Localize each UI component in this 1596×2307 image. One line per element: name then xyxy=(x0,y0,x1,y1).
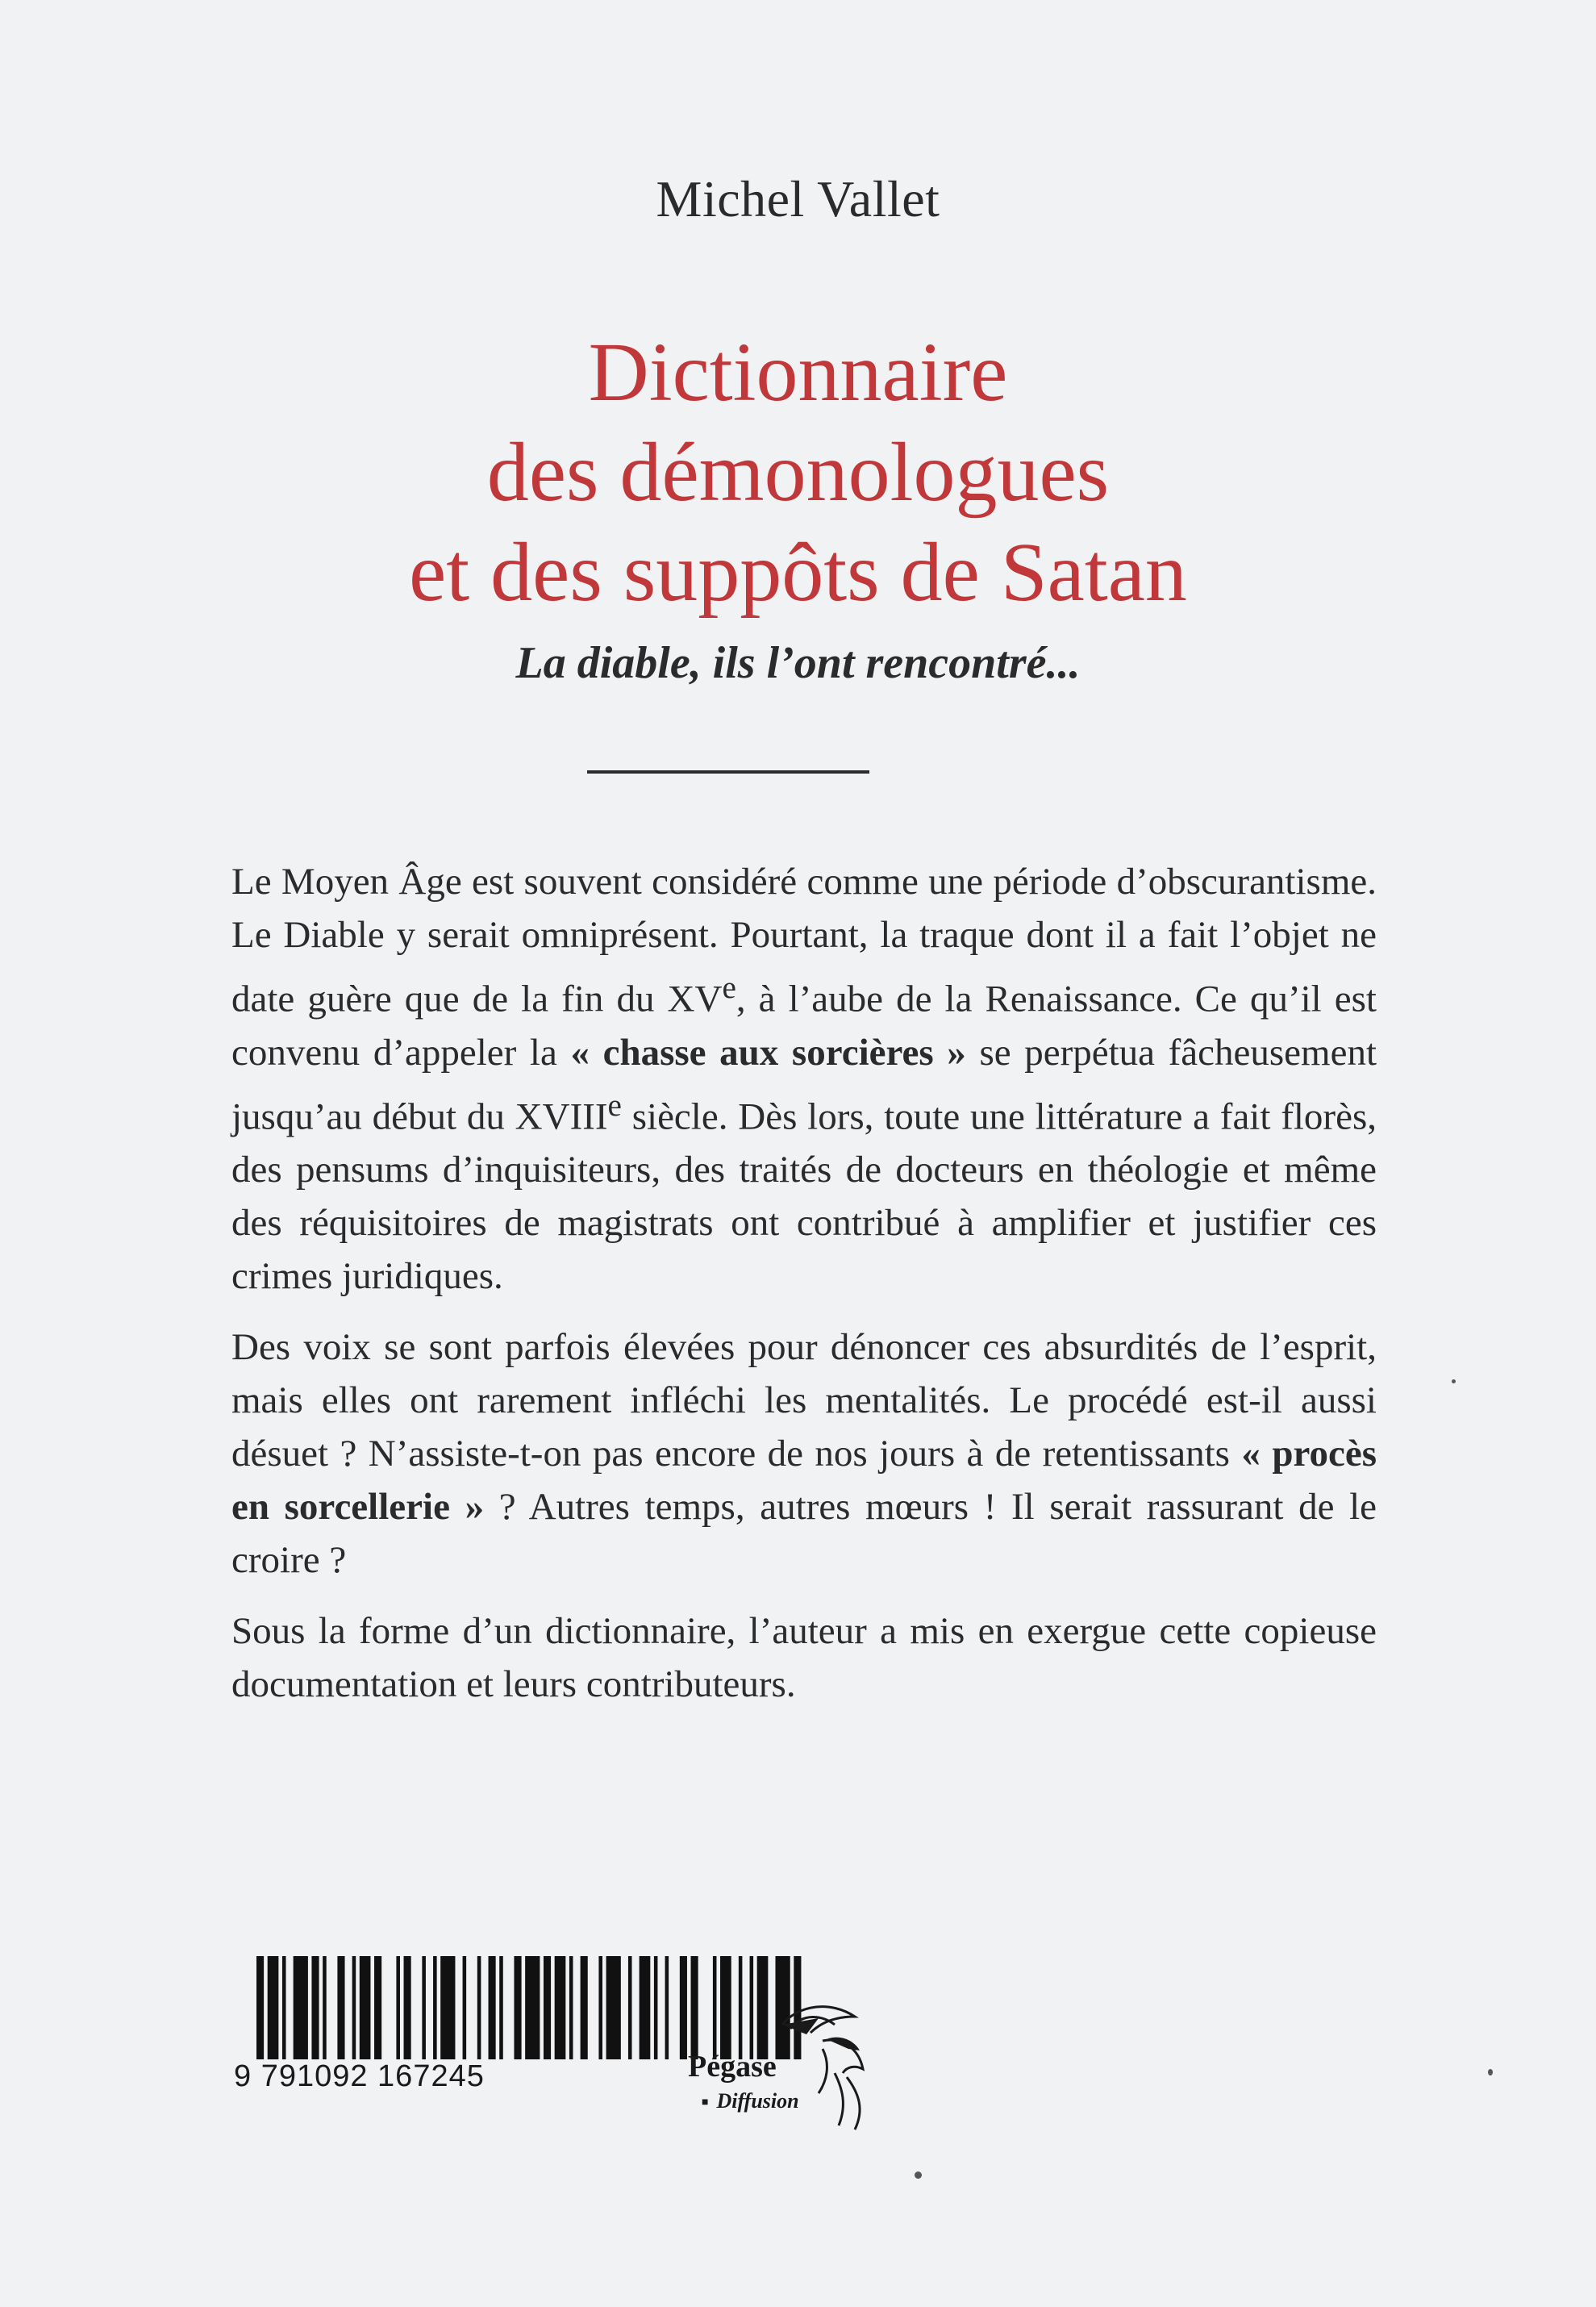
print-speck xyxy=(915,2171,922,2179)
title-line-1: Dictionnaire xyxy=(588,326,1008,419)
publisher-name: Pégase xyxy=(688,2050,777,2084)
print-speck xyxy=(1452,1379,1456,1383)
title-line-2: des démonologues xyxy=(486,426,1110,519)
author-name: Michel Vallet xyxy=(656,170,940,227)
title-line-3: et des suppôts de Satan xyxy=(409,526,1187,619)
divider-rule xyxy=(587,770,869,774)
print-speck xyxy=(1488,2069,1493,2075)
blurb-paragraph-3: Sous la forme d’un dictionnaire, l’auteur a mis en exergue cette copieuse documentation et leurs contributeurs. xyxy=(231,1610,1377,1706)
blurb xyxy=(231,855,1377,1729)
emphasis-chasse: « chasse aux sorcières » xyxy=(570,1031,966,1074)
book-title xyxy=(0,323,1596,623)
emphasis-proces: « procès en sorcellerie » xyxy=(231,1433,1377,1529)
blurb-paragraph-1: Le Moyen Âge est souvent considéré comme une période d’obscurantisme. Le Diable y serait omniprésent. Pourtant, la traque dont il a fait l’objet ne date guère que de la fin du XVe, à l’aube de la Renaissance. Ce qu’il est convenu d’appeler la « chasse aux sorcières » se perpétua fâcheusement jusqu’au début du XVIIIe siècle. Dès lors, toute une littérature a fait florès, des pensums d’inquisiteurs, des traités de docteurs en théologie et même des réquisitoires de magistrats ont contribué à amplifier et justifier ces crimes juridiques. xyxy=(231,861,1377,1298)
isbn-number: 9 791092 167245 xyxy=(234,2059,485,2093)
book-subtitle: La diable, ils l’ont rencontré... xyxy=(515,638,1081,688)
publisher-sub: ■ Diffusion xyxy=(702,2089,799,2113)
blurb-paragraph-2: Des voix se sont parfois élevées pour dénoncer ces absurdités de l’esprit, mais elles ont rarement infléchi les mentalités. Le procédé est-il aussi désuet ? N’assiste-t-on pas encore de nos jours à de retentissants « procès en sorcellerie » ? Autres temps, autres mœurs ! Il serait rassurant de le croire ? xyxy=(231,1326,1377,1582)
